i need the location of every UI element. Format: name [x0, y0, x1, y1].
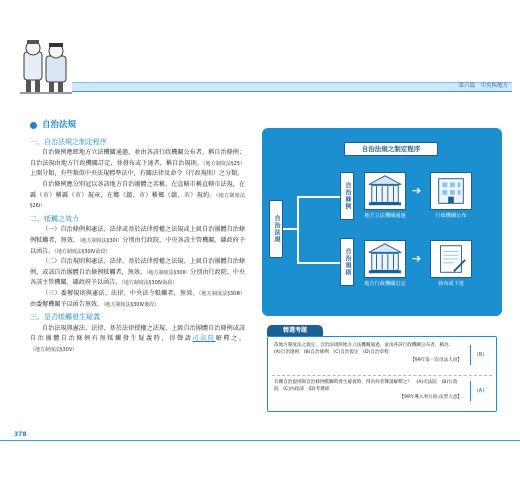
question-source: 【99年導入事行政-法學大意】	[399, 394, 462, 400]
subheading-procedure: 一、自治法規之制定程序	[30, 137, 107, 146]
paragraph-2: 自治條例應分別冠以各該地方自治團體之名稱，在直轄市稱直轄市法規，在縣（市）稱縣（市）規章，在鄉（鎮、市）稱鄉（鎮、市）規約。（地方制度法§26Ⅰ）	[30, 180, 245, 210]
law-ref: （地方制度法§25）	[203, 160, 245, 167]
subheading-conflict: 二、牴觸之效力	[30, 214, 79, 223]
government-building-icon	[430, 172, 472, 210]
diagram-title: 自治法規之制定程序	[344, 142, 438, 156]
practice-heading: 精選考題	[267, 325, 323, 336]
practice-body	[267, 336, 497, 412]
law-ref: （地方制度法§30Ⅴ）	[30, 346, 78, 353]
law-ref: （地方制度法§30Ⅳ前段）	[121, 280, 178, 287]
diagram-node-ordinance: 自治條例	[340, 172, 354, 220]
paragraph-3: （一）自治條例與憲法、法律或基於法律授權之法規或上級自治團體自治條例牴觸者，無效。（地方制度法§30Ⅰ）分別由行政院、中央各該主管機關、縣政府予以函告。（地方制度法§30Ⅳ前段）	[30, 226, 246, 255]
paragraph-5: （三）委辦規則與憲法、法律、中央法令牴觸者，無效。（地方制度法§30Ⅲ）由委辦機關予以函告無效。（地方制度法§30Ⅳ後段）	[30, 289, 246, 308]
law-ref: （地方制度法§30Ⅳ後段）	[103, 301, 160, 308]
caption-legislature: 地方立法機關通過	[364, 213, 406, 219]
question-source: 【99年第一次司法人員】	[410, 357, 462, 363]
page-number: 378	[14, 431, 27, 438]
answer-1: (B)	[470, 345, 490, 365]
connector-line	[297, 262, 340, 264]
question-2: 有關自治規則與自治條例牴觸時發生疑義時，得向何者聲請解釋之？ (A)司法院 (B)行政院 (C)內政部 (D)考選部 【99年導入事行政-法學大意】	[274, 380, 462, 400]
footer-rule	[0, 440, 520, 446]
section-title: 自治法規	[42, 120, 77, 130]
law-ref: （地方制度法§26Ⅰ）	[30, 192, 245, 210]
legislature-building-icon	[364, 172, 406, 210]
subheading-doubt: 三、是否牴觸發生疑義	[30, 313, 100, 322]
bullet-icon	[30, 122, 37, 129]
body-text-column	[30, 120, 245, 355]
executive-building-icon	[364, 240, 406, 278]
document-sign-icon	[430, 240, 472, 278]
header-strip	[72, 82, 512, 91]
question-1: 依地方制度法之規定，自治法規經地方立法機關通過，並由各該行政機關公布者，稱為： (A)自治規則 (B)自治條例 (C)自治規定 (D)自治章程 【99年第一次司法人員】	[274, 343, 462, 363]
law-ref: （地方制度法§30Ⅰ）	[79, 237, 123, 244]
practice-box	[262, 325, 502, 415]
paragraph-4: （二）自治規則與憲法、法律、基於法律授權之法規、上級自治團體自治條例，或該自治團體自治條例牴觸者，無效。（地方制度法§30Ⅱ）分別由行政院、中央各該主管機關、縣政府予以函告。（地方制度法§30Ⅳ前段）	[30, 258, 246, 287]
mascot-illustration	[18, 38, 74, 96]
diagram-node-rules: 自治規則	[340, 238, 354, 286]
answer-2: (A)	[470, 381, 490, 401]
law-ref: （地方制度法§30Ⅲ）	[198, 290, 246, 297]
law-ref: （地方制度法§30Ⅳ前段）	[54, 248, 111, 255]
paragraph-1: 自治條例應經地方立法機關通過，並由各該行政機關公布者，稱自治條例；自治法規由地方行政機關訂定，並發布或下達者，稱自治規則。（地方制度法§25）上開分類，有些類似中央法規標準法中，有關法律及命令（行政規則）之分類。	[30, 149, 245, 178]
section-heading	[30, 120, 245, 131]
caption-issue: 發布或下達	[438, 281, 464, 287]
connector-line	[283, 228, 297, 230]
connector-line	[297, 196, 340, 198]
connector-line	[297, 196, 299, 262]
caption-enact: 地方行政機關訂定	[364, 281, 406, 287]
law-ref: （地方制度法§30Ⅱ）	[146, 269, 191, 276]
paragraph-6: 自治法規與憲法、法律、基於法律授權之法規、上級自治團體自治條例或該自治團體自治條例有無牴觸發生疑義時，得聲請司法院解釋之。（地方制度法§30Ⅴ）	[30, 324, 246, 353]
caption-promulgate: 行政機關公布	[435, 213, 467, 219]
arrow-right-icon: ➔	[412, 252, 422, 265]
procedure-diagram	[262, 128, 502, 316]
judicial-yuan-link[interactable]: 司法院	[192, 335, 216, 343]
chapter-label: 第六篇 中央與地方	[458, 83, 508, 89]
arrow-right-icon: ➔	[412, 184, 422, 197]
diagram-node-main: 自治法規	[269, 200, 283, 258]
header-rule	[72, 91, 512, 92]
question-divider	[272, 375, 492, 376]
page-header	[0, 0, 520, 95]
